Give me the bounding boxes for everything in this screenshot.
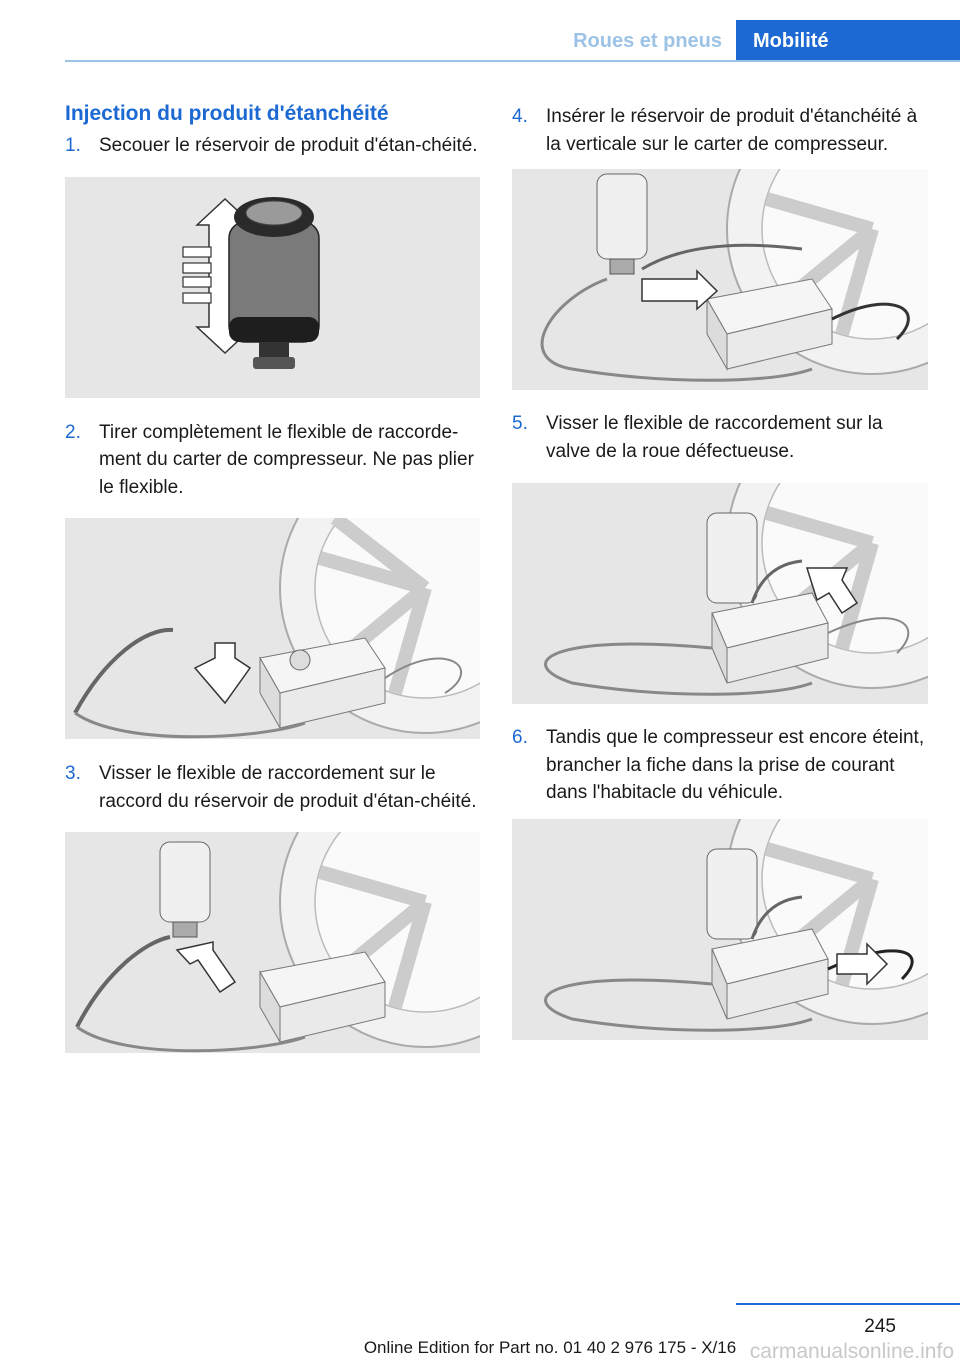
- step-text: Tirer complètement le flexible de raccorde-ment du carter de compresseur. Ne pas plier le flexible.: [99, 421, 474, 498]
- step-text: Tandis que le compresseur est encore éteint, brancher la fiche dans la prise de courant dans l'habitacle du véhicule.: [546, 727, 925, 803]
- step-text: Insérer le réservoir de produit d'étanchéité à la verticale sur le carter de compresseur.: [546, 106, 918, 155]
- step-3: [65, 760, 480, 815]
- header-rule: [65, 60, 960, 62]
- step-text: Visser le flexible de raccordement sur le raccord du réservoir de produit d'étan-chéité.: [99, 763, 477, 812]
- step-text: Visser le flexible de raccordement sur la valve de la roue défectueuse.: [546, 413, 883, 462]
- edition-note: Online Edition for Part no. 01 40 2 976 175 - X/16: [363, 1338, 737, 1357]
- watermark: carmanualsonline.info: [749, 1340, 954, 1362]
- step-number: 4.: [512, 106, 528, 127]
- step-2: [65, 419, 480, 502]
- step-4: [512, 103, 928, 158]
- header-tab: Mobilité: [736, 20, 960, 61]
- figure-shake-bottle: [65, 177, 480, 398]
- figure-insert-bottle: [512, 169, 928, 390]
- screw-hose-bottle-illustration: [65, 832, 480, 1053]
- plug-in-illustration: [512, 819, 928, 1040]
- screw-hose-valve-illustration: [512, 483, 928, 704]
- shake-bottle-illustration: [65, 177, 480, 398]
- figure-plug-in: [512, 819, 928, 1040]
- pull-hose-illustration: [65, 518, 480, 739]
- footer-rule: [736, 1303, 960, 1305]
- step-number: 3.: [65, 763, 81, 784]
- step-number: 5.: [512, 413, 528, 434]
- section-heading: Injection du produit d'étanchéité: [65, 102, 389, 125]
- insert-bottle-illustration: [512, 169, 928, 390]
- figure-screw-hose-bottle: [65, 832, 480, 1053]
- step-text: Secouer le réservoir de produit d'étan-chéité.: [99, 135, 478, 156]
- step-number: 1.: [65, 135, 81, 156]
- step-number: 2.: [65, 421, 81, 443]
- step-number: 6.: [512, 727, 528, 748]
- right-column: [512, 103, 928, 1040]
- step-1: [65, 132, 480, 160]
- page-number: 245: [864, 1316, 896, 1337]
- step-5: [512, 410, 928, 465]
- figure-screw-hose-valve: [512, 483, 928, 704]
- left-column: [65, 100, 480, 1053]
- step-6: [512, 724, 928, 807]
- header-section-title: Roues et pneus: [573, 30, 722, 52]
- figure-pull-hose: [65, 518, 480, 739]
